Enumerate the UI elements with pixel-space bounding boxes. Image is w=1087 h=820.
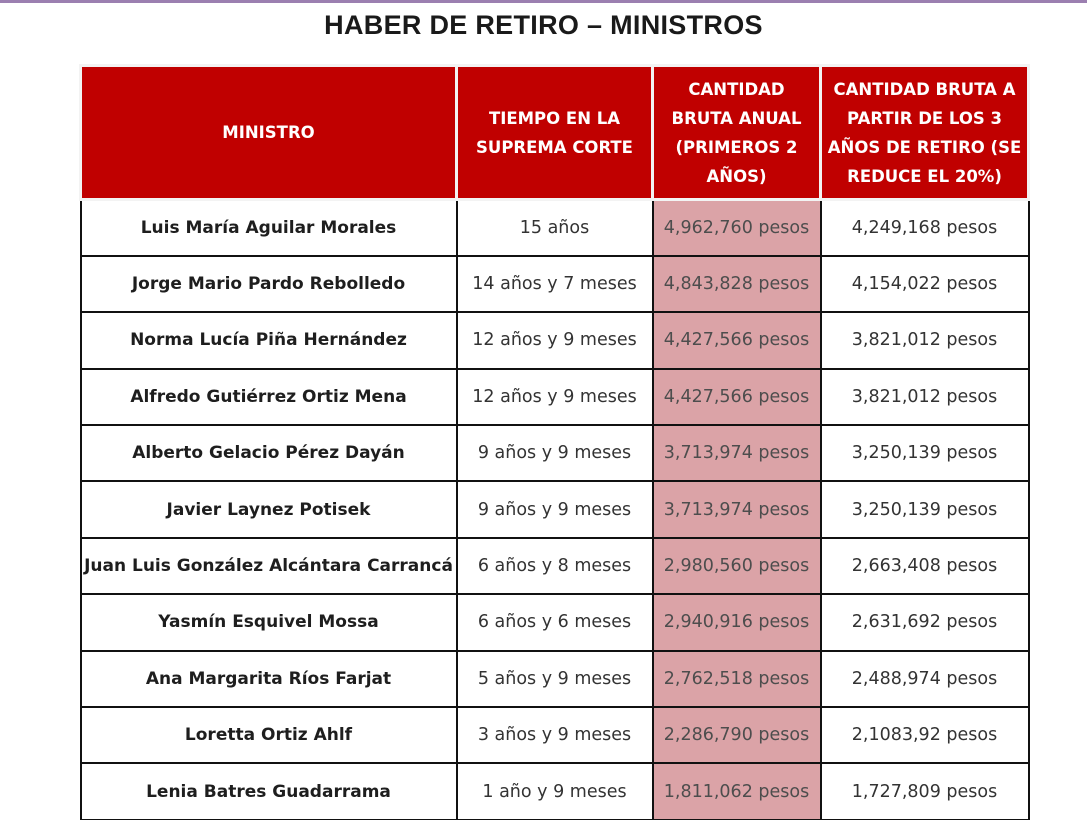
table-row xyxy=(81,200,1029,256)
header-bruta-anual: CANTIDAD BRUTA ANUAL (PRIMEROS 2 AÑOS) xyxy=(653,66,821,200)
cell-bruta-anual: 1,811,062 pesos xyxy=(653,763,821,819)
cell-bruta-reducida: 2,1083,92 pesos xyxy=(821,707,1029,763)
cell-bruta-anual: 3,713,974 pesos xyxy=(653,481,821,537)
cell-bruta-anual: 2,980,560 pesos xyxy=(653,538,821,594)
cell-bruta-anual: 2,286,790 pesos xyxy=(653,707,821,763)
cell-ministro: Alfredo Gutiérrez Ortiz Mena xyxy=(81,369,457,425)
cell-ministro: Yasmín Esquivel Mossa xyxy=(81,594,457,650)
retirement-table xyxy=(79,64,1030,820)
table-row xyxy=(81,538,1029,594)
cell-bruta-anual: 4,843,828 pesos xyxy=(653,256,821,312)
header-tiempo: TIEMPO EN LA SUPREMA CORTE xyxy=(457,66,653,200)
cell-bruta-anual: 3,713,974 pesos xyxy=(653,425,821,481)
cell-ministro: Loretta Ortiz Ahlf xyxy=(81,707,457,763)
table-header-row xyxy=(81,66,1029,200)
table-row xyxy=(81,594,1029,650)
cell-tiempo: 12 años y 9 meses xyxy=(457,369,653,425)
top-divider xyxy=(0,0,1087,3)
cell-tiempo: 14 años y 7 meses xyxy=(457,256,653,312)
table-row xyxy=(81,369,1029,425)
cell-tiempo: 1 año y 9 meses xyxy=(457,763,653,819)
cell-tiempo: 9 años y 9 meses xyxy=(457,425,653,481)
table-row xyxy=(81,707,1029,763)
cell-tiempo: 15 años xyxy=(457,200,653,256)
cell-bruta-reducida: 4,249,168 pesos xyxy=(821,200,1029,256)
cell-bruta-reducida: 3,250,139 pesos xyxy=(821,425,1029,481)
cell-bruta-anual: 4,427,566 pesos xyxy=(653,369,821,425)
cell-ministro: Ana Margarita Ríos Farjat xyxy=(81,651,457,707)
table-row xyxy=(81,651,1029,707)
cell-bruta-reducida: 3,821,012 pesos xyxy=(821,369,1029,425)
cell-bruta-reducida: 2,631,692 pesos xyxy=(821,594,1029,650)
cell-bruta-anual: 2,940,916 pesos xyxy=(653,594,821,650)
cell-bruta-reducida: 2,488,974 pesos xyxy=(821,651,1029,707)
cell-ministro: Jorge Mario Pardo Rebolledo xyxy=(81,256,457,312)
header-ministro: MINISTRO xyxy=(81,66,457,200)
table-row xyxy=(81,481,1029,537)
header-bruta-reducida: CANTIDAD BRUTA A PARTIR DE LOS 3 AÑOS DE RETIRO (SE REDUCE EL 20%) xyxy=(821,66,1029,200)
cell-bruta-reducida: 1,727,809 pesos xyxy=(821,763,1029,819)
cell-ministro: Norma Lucía Piña Hernández xyxy=(81,312,457,368)
cell-ministro: Luis María Aguilar Morales xyxy=(81,200,457,256)
cell-tiempo: 3 años y 9 meses xyxy=(457,707,653,763)
cell-tiempo: 12 años y 9 meses xyxy=(457,312,653,368)
cell-tiempo: 6 años y 6 meses xyxy=(457,594,653,650)
table-row xyxy=(81,312,1029,368)
cell-bruta-anual: 2,762,518 pesos xyxy=(653,651,821,707)
cell-bruta-reducida: 3,821,012 pesos xyxy=(821,312,1029,368)
table-row xyxy=(81,425,1029,481)
cell-bruta-reducida: 2,663,408 pesos xyxy=(821,538,1029,594)
cell-bruta-anual: 4,962,760 pesos xyxy=(653,200,821,256)
cell-ministro: Juan Luis González Alcántara Carrancá xyxy=(81,538,457,594)
cell-bruta-anual: 4,427,566 pesos xyxy=(653,312,821,368)
page-title: HABER DE RETIRO – MINISTROS xyxy=(324,10,763,40)
cell-tiempo: 5 años y 9 meses xyxy=(457,651,653,707)
cell-tiempo: 6 años y 8 meses xyxy=(457,538,653,594)
cell-ministro: Lenia Batres Guadarrama xyxy=(81,763,457,819)
cell-ministro: Alberto Gelacio Pérez Dayán xyxy=(81,425,457,481)
cell-bruta-reducida: 4,154,022 pesos xyxy=(821,256,1029,312)
table-row xyxy=(81,763,1029,819)
cell-ministro: Javier Laynez Potisek xyxy=(81,481,457,537)
cell-bruta-reducida: 3,250,139 pesos xyxy=(821,481,1029,537)
table-row xyxy=(81,256,1029,312)
cell-tiempo: 9 años y 9 meses xyxy=(457,481,653,537)
